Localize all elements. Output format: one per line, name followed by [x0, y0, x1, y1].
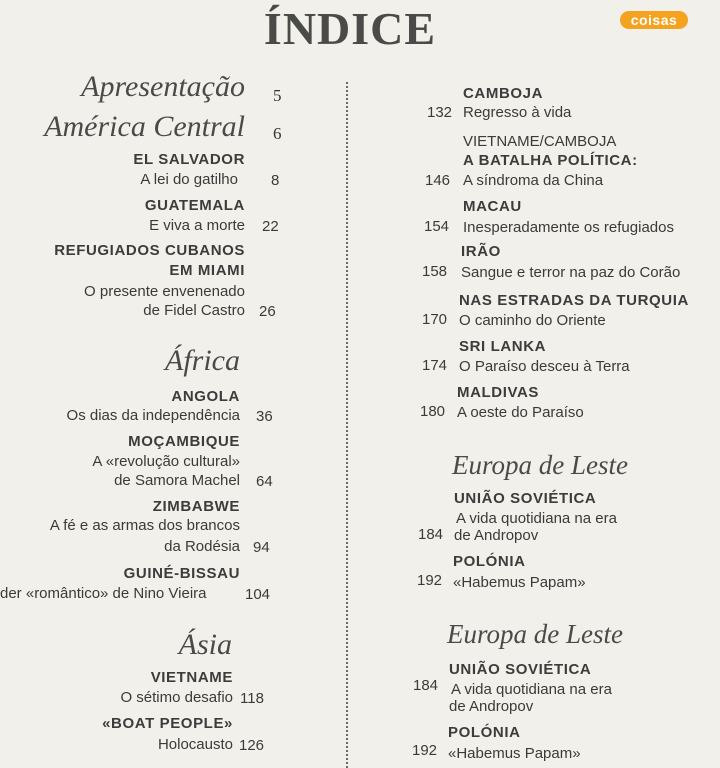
page-number: 184: [413, 677, 439, 694]
page-number: 22: [262, 218, 279, 235]
page-number: 64: [256, 473, 273, 490]
page-number: 6: [273, 124, 282, 143]
entry-title: der «romântico» de Nino Vieira: [0, 585, 207, 602]
entry-title: Inesperadamente os refugiados: [463, 219, 674, 236]
page-number: 26: [259, 303, 276, 320]
entry-heading: NAS ESTRADAS DA TURQUIA: [459, 292, 689, 309]
page-number: 8: [271, 172, 280, 189]
entry-heading: IRÃO: [461, 243, 501, 260]
entry-heading: SRI LANKA: [459, 338, 547, 355]
entry-heading: A BATALHA POLÍTICA:: [463, 152, 638, 169]
section-title-europa-de-leste: Europa de Leste: [447, 619, 623, 649]
entry-title: da Rodésia: [164, 538, 240, 555]
section-title-apresentacao: Apresentação: [81, 70, 245, 103]
page-number: 132: [427, 104, 453, 121]
entry-heading: POLÓNIA: [453, 553, 526, 570]
section-title-america-central: América Central: [44, 110, 245, 143]
entry-heading: MOÇAMBIQUE: [128, 433, 240, 450]
entry-title: A «revolução cultural»: [92, 453, 240, 470]
page-title: ÍNDICE: [263, 3, 437, 54]
entry-title: A lei do gatilho: [140, 171, 238, 188]
page-number: 174: [422, 357, 448, 374]
entry-heading: ZIMBABWE: [152, 498, 240, 515]
page-number: 154: [424, 218, 450, 235]
entry-heading: EM MIAMI: [169, 262, 245, 279]
entry-title: O sétimo desafio: [120, 689, 233, 706]
entry-heading: GUINÉ-BISSAU: [123, 565, 240, 582]
entry-heading: EL SALVADOR: [133, 151, 245, 168]
entry-heading: POLÓNIA: [448, 724, 521, 741]
section-title-europa-de-leste: Europa de Leste: [452, 450, 628, 480]
entry-title: Holocausto: [157, 736, 233, 753]
entry-title: Os dias da independência: [66, 407, 240, 424]
page-number: 126: [239, 737, 265, 754]
column-divider: [346, 82, 348, 768]
entry-heading: VIETNAME/CAMBOJA: [463, 133, 617, 150]
page-number: 94: [253, 539, 270, 556]
entry-heading: «BOAT PEOPLE»: [102, 715, 233, 732]
entry-title: A fé e as armas dos brancos: [49, 517, 240, 534]
page-number: 192: [412, 742, 438, 759]
entry-heading: UNIÃO SOVIÉTICA: [449, 661, 592, 678]
entry-title: A oeste do Paraíso: [457, 404, 584, 421]
entry-heading: UNIÃO SOVIÉTICA: [454, 490, 597, 507]
section-title-africa: África: [165, 344, 240, 377]
entry-title: O caminho do Oriente: [459, 312, 606, 329]
entry-title: A síndroma da China: [463, 172, 604, 189]
entry-heading: CAMBOJA: [463, 85, 544, 102]
entry-title: A vida quotidiana na era: [451, 681, 612, 698]
entry-heading: REFUGIADOS CUBANOS: [54, 242, 245, 259]
page-number: 158: [422, 263, 448, 280]
coisas-logo: coisas: [620, 11, 688, 29]
page-number: 36: [256, 408, 273, 425]
page-number: 118: [240, 690, 264, 707]
entry-title: de Samora Machel: [114, 472, 240, 489]
entry-title: de Andropov: [449, 698, 534, 715]
entry-heading: MACAU: [463, 198, 522, 215]
entry-title: de Fidel Castro: [143, 302, 245, 319]
entry-title: Regresso à vida: [463, 104, 572, 121]
entry-title: «Habemus Papam»: [453, 574, 586, 591]
section-title-asia: Ásia: [178, 628, 232, 661]
entry-title: O presente envenenado: [84, 283, 245, 300]
page-number: 184: [418, 526, 444, 543]
entry-title: Sangue e terror na paz do Corão: [461, 264, 681, 281]
entry-title: de Andropov: [454, 527, 539, 544]
entry-title: O Paraíso desceu à Terra: [459, 358, 630, 375]
entry-heading: GUATEMALA: [144, 197, 245, 214]
page-number: 170: [422, 311, 448, 328]
page-number: 5: [273, 86, 282, 105]
entry-title: E viva a morte: [149, 217, 245, 234]
entry-heading: MALDIVAS: [457, 384, 540, 401]
page-number: 146: [425, 172, 451, 189]
page-number: 104: [245, 586, 271, 603]
entry-heading: VIETNAME: [150, 669, 233, 686]
entry-heading: ANGOLA: [171, 388, 240, 405]
page-number: 192: [417, 572, 443, 589]
page-number: 180: [420, 403, 446, 420]
entry-title: A vida quotidiana na era: [456, 510, 617, 527]
entry-title: «Habemus Papam»: [448, 745, 581, 762]
